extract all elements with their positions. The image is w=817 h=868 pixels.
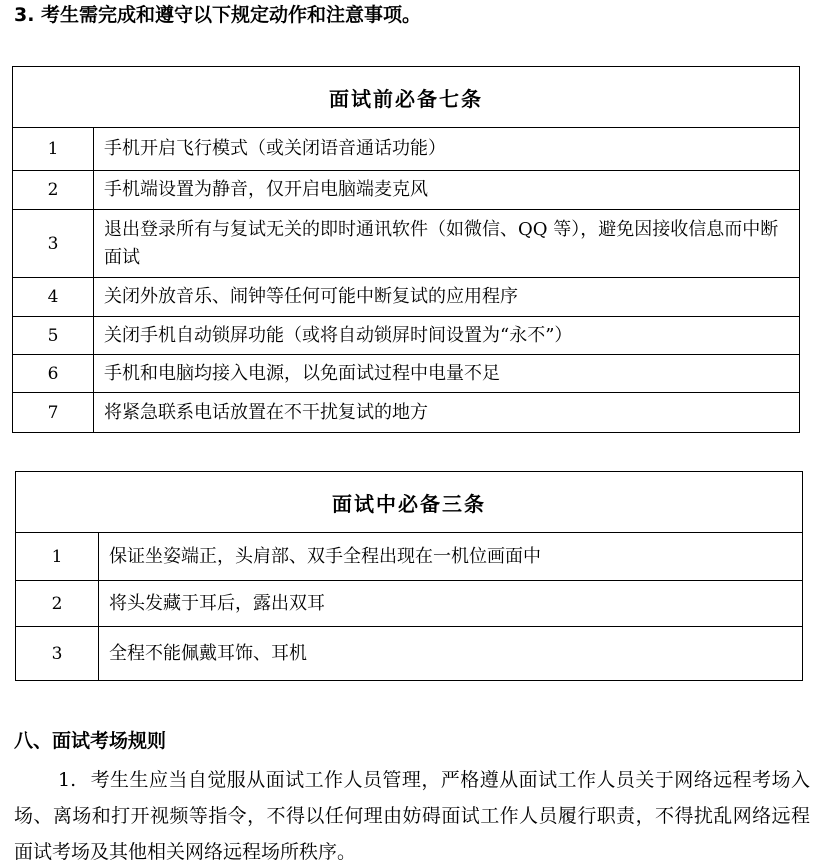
row-text: 手机和电脑均接入电源，以免面试过程中电量不足 <box>94 355 800 393</box>
row-number: 7 <box>13 393 94 433</box>
row-text: 关闭手机自动锁屏功能（或将自动锁屏时间设置为“永不”） <box>94 317 800 355</box>
row-number: 6 <box>13 355 94 393</box>
row-text: 保证坐姿端正，头肩部、双手全程出现在一机位画面中 <box>99 533 803 581</box>
section-3-heading: 3. 考生需完成和遵守以下规定动作和注意事项。 <box>14 4 422 26</box>
paragraph-number: 1. <box>58 769 77 791</box>
row-text: 将紧急联系电话放置在不干扰复试的地方 <box>94 393 800 433</box>
table-before-interview <box>12 66 800 433</box>
table-row <box>13 278 800 317</box>
rule-paragraph-1 <box>14 762 810 868</box>
table-title: 面试前必备七条 <box>13 67 800 128</box>
table-row <box>13 317 800 355</box>
table-row <box>13 393 800 433</box>
row-text: 全程不能佩戴耳饰、耳机 <box>99 627 803 681</box>
table-row <box>13 210 800 278</box>
row-number: 4 <box>13 278 94 317</box>
row-number: 3 <box>16 627 99 681</box>
row-text: 手机开启飞行模式（或关闭语音通话功能） <box>94 128 800 171</box>
table-during-interview <box>15 471 803 681</box>
table-row <box>13 355 800 393</box>
row-number: 1 <box>13 128 94 171</box>
row-text: 关闭外放音乐、闹钟等任何可能中断复试的应用程序 <box>94 278 800 317</box>
row-text: 手机端设置为静音，仅开启电脑端麦克风 <box>94 171 800 210</box>
table-row <box>13 171 800 210</box>
row-text: 将头发藏于耳后，露出双耳 <box>99 581 803 627</box>
row-number: 2 <box>16 581 99 627</box>
table-title: 面试中必备三条 <box>16 472 803 533</box>
row-number: 3 <box>13 210 94 278</box>
table-row <box>16 627 803 681</box>
section-8-heading: 八、面试考场规则 <box>14 730 167 752</box>
table-row <box>13 128 800 171</box>
row-number: 1 <box>16 533 99 581</box>
table-row <box>16 533 803 581</box>
row-number: 5 <box>13 317 94 355</box>
row-text: 退出登录所有与复试无关的即时通讯软件（如微信、QQ 等），避免因接收信息而中断面试 <box>94 210 800 278</box>
row-number: 2 <box>13 171 94 210</box>
table-row <box>16 581 803 627</box>
paragraph-text: 考生生应当自觉服从面试工作人员管理，严格遵从面试工作人员关于网络远程考场入场、离场和打开视频等指令，不得以任何理由妨碍面试工作人员履行职责，不得扰乱网络远程面试考场及其他相关网络远程场所秩序。 <box>14 769 810 863</box>
